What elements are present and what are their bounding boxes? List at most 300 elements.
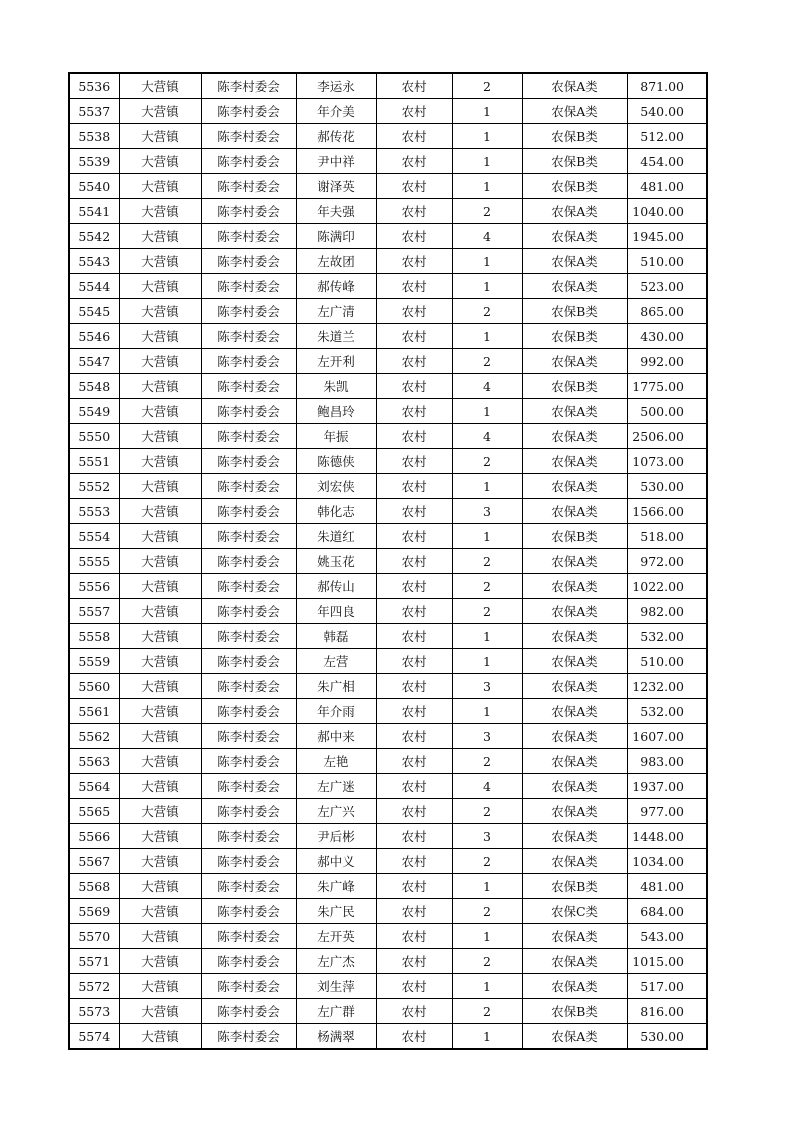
table-row — [69, 449, 707, 474]
town-cell: 大营镇 — [119, 249, 201, 274]
town-cell: 大营镇 — [119, 324, 201, 349]
table-row — [69, 274, 707, 299]
town-cell: 大营镇 — [119, 549, 201, 574]
household-size-cell: 1 — [452, 149, 522, 174]
roster-body — [69, 73, 707, 1049]
household-type-cell: 农村 — [376, 199, 452, 224]
amount-cell: 972.00 — [627, 549, 707, 574]
amount-cell: 512.00 — [627, 124, 707, 149]
table-row — [69, 399, 707, 424]
town-cell: 大营镇 — [119, 124, 201, 149]
household-size-cell: 1 — [452, 1024, 522, 1050]
amount-cell: 871.00 — [627, 73, 707, 99]
serial-number-cell: 5564 — [69, 774, 119, 799]
household-size-cell: 2 — [452, 999, 522, 1024]
recipient-name-cell: 郝中义 — [296, 849, 376, 874]
insurance-category-cell: 农保A类 — [522, 599, 627, 624]
recipient-name-cell: 年夫强 — [296, 199, 376, 224]
town-cell: 大营镇 — [119, 524, 201, 549]
village-committee-cell: 陈李村委会 — [201, 1024, 296, 1050]
insurance-category-cell: 农保A类 — [522, 349, 627, 374]
serial-number-cell: 5567 — [69, 849, 119, 874]
table-row — [69, 799, 707, 824]
insurance-category-cell: 农保A类 — [522, 499, 627, 524]
serial-number-cell: 5546 — [69, 324, 119, 349]
amount-cell: 510.00 — [627, 649, 707, 674]
town-cell: 大营镇 — [119, 299, 201, 324]
household-type-cell: 农村 — [376, 324, 452, 349]
recipient-name-cell: 年介美 — [296, 99, 376, 124]
household-size-cell: 1 — [452, 249, 522, 274]
household-type-cell: 农村 — [376, 149, 452, 174]
table-row — [69, 1024, 707, 1050]
serial-number-cell: 5552 — [69, 474, 119, 499]
household-type-cell: 农村 — [376, 674, 452, 699]
table-row — [69, 849, 707, 874]
amount-cell: 1937.00 — [627, 774, 707, 799]
household-type-cell: 农村 — [376, 549, 452, 574]
town-cell: 大营镇 — [119, 224, 201, 249]
household-type-cell: 农村 — [376, 399, 452, 424]
household-size-cell: 2 — [452, 199, 522, 224]
insurance-category-cell: 农保B类 — [522, 149, 627, 174]
serial-number-cell: 5541 — [69, 199, 119, 224]
village-committee-cell: 陈李村委会 — [201, 324, 296, 349]
recipient-name-cell: 郝中来 — [296, 724, 376, 749]
insurance-category-cell: 农保A类 — [522, 224, 627, 249]
household-type-cell: 农村 — [376, 749, 452, 774]
household-size-cell: 1 — [452, 874, 522, 899]
serial-number-cell: 5554 — [69, 524, 119, 549]
insurance-category-cell: 农保B类 — [522, 874, 627, 899]
recipient-name-cell: 刘宏侠 — [296, 474, 376, 499]
recipient-name-cell: 年介雨 — [296, 699, 376, 724]
table-row — [69, 624, 707, 649]
recipient-name-cell: 左故团 — [296, 249, 376, 274]
amount-cell: 2506.00 — [627, 424, 707, 449]
recipient-name-cell: 年振 — [296, 424, 376, 449]
serial-number-cell: 5558 — [69, 624, 119, 649]
table-row — [69, 749, 707, 774]
household-type-cell: 农村 — [376, 1024, 452, 1050]
insurance-category-cell: 农保A类 — [522, 99, 627, 124]
town-cell: 大营镇 — [119, 174, 201, 199]
town-cell: 大营镇 — [119, 424, 201, 449]
insurance-category-cell: 农保A类 — [522, 749, 627, 774]
insurance-category-cell: 农保A类 — [522, 774, 627, 799]
household-size-cell: 2 — [452, 73, 522, 99]
insurance-category-cell: 农保B类 — [522, 299, 627, 324]
table-row — [69, 699, 707, 724]
serial-number-cell: 5565 — [69, 799, 119, 824]
village-committee-cell: 陈李村委会 — [201, 449, 296, 474]
village-committee-cell: 陈李村委会 — [201, 724, 296, 749]
amount-cell: 977.00 — [627, 799, 707, 824]
village-committee-cell: 陈李村委会 — [201, 549, 296, 574]
serial-number-cell: 5568 — [69, 874, 119, 899]
household-type-cell: 农村 — [376, 499, 452, 524]
town-cell: 大营镇 — [119, 874, 201, 899]
household-size-cell: 3 — [452, 499, 522, 524]
town-cell: 大营镇 — [119, 1024, 201, 1050]
insurance-category-cell: 农保A类 — [522, 649, 627, 674]
household-type-cell: 农村 — [376, 599, 452, 624]
town-cell: 大营镇 — [119, 349, 201, 374]
assistance-roster-page — [68, 72, 706, 1050]
village-committee-cell: 陈李村委会 — [201, 73, 296, 99]
serial-number-cell: 5562 — [69, 724, 119, 749]
serial-number-cell: 5547 — [69, 349, 119, 374]
amount-cell: 1448.00 — [627, 824, 707, 849]
amount-cell: 481.00 — [627, 874, 707, 899]
amount-cell: 982.00 — [627, 599, 707, 624]
insurance-category-cell: 农保B类 — [522, 324, 627, 349]
recipient-name-cell: 朱道红 — [296, 524, 376, 549]
household-size-cell: 2 — [452, 949, 522, 974]
recipient-name-cell: 鲍昌玲 — [296, 399, 376, 424]
household-type-cell: 农村 — [376, 649, 452, 674]
recipient-name-cell: 朱广民 — [296, 899, 376, 924]
table-row — [69, 424, 707, 449]
insurance-category-cell: 农保B类 — [522, 999, 627, 1024]
household-type-cell: 农村 — [376, 73, 452, 99]
village-committee-cell: 陈李村委会 — [201, 824, 296, 849]
amount-cell: 530.00 — [627, 474, 707, 499]
table-row — [69, 174, 707, 199]
village-committee-cell: 陈李村委会 — [201, 249, 296, 274]
household-size-cell: 3 — [452, 724, 522, 749]
household-type-cell: 农村 — [376, 724, 452, 749]
town-cell: 大营镇 — [119, 499, 201, 524]
household-type-cell: 农村 — [376, 299, 452, 324]
amount-cell: 523.00 — [627, 274, 707, 299]
household-type-cell: 农村 — [376, 224, 452, 249]
serial-number-cell: 5543 — [69, 249, 119, 274]
household-size-cell: 1 — [452, 974, 522, 999]
household-type-cell: 农村 — [376, 874, 452, 899]
household-size-cell: 4 — [452, 224, 522, 249]
insurance-category-cell: 农保A类 — [522, 949, 627, 974]
household-size-cell: 4 — [452, 774, 522, 799]
household-size-cell: 2 — [452, 449, 522, 474]
household-size-cell: 2 — [452, 899, 522, 924]
household-type-cell: 农村 — [376, 374, 452, 399]
household-size-cell: 2 — [452, 749, 522, 774]
household-size-cell: 3 — [452, 674, 522, 699]
household-type-cell: 农村 — [376, 974, 452, 999]
village-committee-cell: 陈李村委会 — [201, 424, 296, 449]
insurance-category-cell: 农保A类 — [522, 924, 627, 949]
town-cell: 大营镇 — [119, 149, 201, 174]
serial-number-cell: 5566 — [69, 824, 119, 849]
household-type-cell: 农村 — [376, 124, 452, 149]
amount-cell: 500.00 — [627, 399, 707, 424]
household-type-cell: 农村 — [376, 949, 452, 974]
household-type-cell: 农村 — [376, 574, 452, 599]
serial-number-cell: 5559 — [69, 649, 119, 674]
household-type-cell: 农村 — [376, 924, 452, 949]
table-row — [69, 674, 707, 699]
amount-cell: 684.00 — [627, 899, 707, 924]
amount-cell: 532.00 — [627, 699, 707, 724]
table-row — [69, 974, 707, 999]
table-row — [69, 99, 707, 124]
village-committee-cell: 陈李村委会 — [201, 599, 296, 624]
table-row — [69, 949, 707, 974]
recipient-name-cell: 左广群 — [296, 999, 376, 1024]
village-committee-cell: 陈李村委会 — [201, 924, 296, 949]
village-committee-cell: 陈李村委会 — [201, 349, 296, 374]
insurance-category-cell: 农保B类 — [522, 524, 627, 549]
insurance-category-cell: 农保A类 — [522, 1024, 627, 1050]
household-size-cell: 1 — [452, 399, 522, 424]
household-size-cell: 2 — [452, 574, 522, 599]
household-size-cell: 1 — [452, 649, 522, 674]
serial-number-cell: 5537 — [69, 99, 119, 124]
village-committee-cell: 陈李村委会 — [201, 374, 296, 399]
village-committee-cell: 陈李村委会 — [201, 574, 296, 599]
insurance-category-cell: 农保A类 — [522, 849, 627, 874]
village-committee-cell: 陈李村委会 — [201, 849, 296, 874]
village-committee-cell: 陈李村委会 — [201, 799, 296, 824]
household-type-cell: 农村 — [376, 624, 452, 649]
town-cell: 大营镇 — [119, 824, 201, 849]
table-row — [69, 324, 707, 349]
household-type-cell: 农村 — [376, 849, 452, 874]
table-row — [69, 149, 707, 174]
table-row — [69, 999, 707, 1024]
table-row — [69, 349, 707, 374]
recipient-name-cell: 李运永 — [296, 73, 376, 99]
household-size-cell: 1 — [452, 699, 522, 724]
household-size-cell: 1 — [452, 324, 522, 349]
table-row — [69, 224, 707, 249]
household-type-cell: 农村 — [376, 474, 452, 499]
table-row — [69, 874, 707, 899]
household-size-cell: 1 — [452, 524, 522, 549]
town-cell: 大营镇 — [119, 899, 201, 924]
insurance-category-cell: 农保A类 — [522, 199, 627, 224]
household-type-cell: 农村 — [376, 349, 452, 374]
serial-number-cell: 5574 — [69, 1024, 119, 1050]
recipient-name-cell: 韩化志 — [296, 499, 376, 524]
table-row — [69, 574, 707, 599]
household-type-cell: 农村 — [376, 524, 452, 549]
recipient-name-cell: 郝传峰 — [296, 274, 376, 299]
village-committee-cell: 陈李村委会 — [201, 524, 296, 549]
table-row — [69, 924, 707, 949]
serial-number-cell: 5548 — [69, 374, 119, 399]
table-row — [69, 249, 707, 274]
insurance-category-cell: 农保A类 — [522, 624, 627, 649]
recipient-name-cell: 左广杰 — [296, 949, 376, 974]
town-cell: 大营镇 — [119, 99, 201, 124]
insurance-category-cell: 农保A类 — [522, 699, 627, 724]
serial-number-cell: 5569 — [69, 899, 119, 924]
insurance-category-cell: 农保A类 — [522, 274, 627, 299]
household-type-cell: 农村 — [376, 174, 452, 199]
amount-cell: 1607.00 — [627, 724, 707, 749]
amount-cell: 1034.00 — [627, 849, 707, 874]
village-committee-cell: 陈李村委会 — [201, 499, 296, 524]
recipient-name-cell: 左营 — [296, 649, 376, 674]
household-size-cell: 2 — [452, 299, 522, 324]
town-cell: 大营镇 — [119, 799, 201, 824]
table-row — [69, 374, 707, 399]
household-type-cell: 农村 — [376, 249, 452, 274]
amount-cell: 517.00 — [627, 974, 707, 999]
recipient-name-cell: 刘生萍 — [296, 974, 376, 999]
amount-cell: 865.00 — [627, 299, 707, 324]
recipient-name-cell: 姚玉花 — [296, 549, 376, 574]
insurance-category-cell: 农保A类 — [522, 73, 627, 99]
amount-cell: 1232.00 — [627, 674, 707, 699]
amount-cell: 532.00 — [627, 624, 707, 649]
town-cell: 大营镇 — [119, 974, 201, 999]
serial-number-cell: 5536 — [69, 73, 119, 99]
table-row — [69, 824, 707, 849]
insurance-category-cell: 农保A类 — [522, 424, 627, 449]
insurance-category-cell: 农保A类 — [522, 724, 627, 749]
town-cell: 大营镇 — [119, 73, 201, 99]
serial-number-cell: 5545 — [69, 299, 119, 324]
household-type-cell: 农村 — [376, 699, 452, 724]
serial-number-cell: 5538 — [69, 124, 119, 149]
village-committee-cell: 陈李村委会 — [201, 649, 296, 674]
amount-cell: 816.00 — [627, 999, 707, 1024]
insurance-category-cell: 农保A类 — [522, 399, 627, 424]
serial-number-cell: 5560 — [69, 674, 119, 699]
town-cell: 大营镇 — [119, 599, 201, 624]
household-size-cell: 1 — [452, 124, 522, 149]
insurance-category-cell: 农保A类 — [522, 674, 627, 699]
table-row — [69, 899, 707, 924]
town-cell: 大营镇 — [119, 399, 201, 424]
town-cell: 大营镇 — [119, 474, 201, 499]
serial-number-cell: 5544 — [69, 274, 119, 299]
recipient-name-cell: 郝传花 — [296, 124, 376, 149]
recipient-name-cell: 谢泽英 — [296, 174, 376, 199]
serial-number-cell: 5561 — [69, 699, 119, 724]
village-committee-cell: 陈李村委会 — [201, 149, 296, 174]
village-committee-cell: 陈李村委会 — [201, 749, 296, 774]
village-committee-cell: 陈李村委会 — [201, 224, 296, 249]
household-size-cell: 2 — [452, 799, 522, 824]
household-type-cell: 农村 — [376, 774, 452, 799]
recipient-name-cell: 年四良 — [296, 599, 376, 624]
town-cell: 大营镇 — [119, 774, 201, 799]
serial-number-cell: 5542 — [69, 224, 119, 249]
town-cell: 大营镇 — [119, 999, 201, 1024]
village-committee-cell: 陈李村委会 — [201, 274, 296, 299]
household-size-cell: 4 — [452, 424, 522, 449]
town-cell: 大营镇 — [119, 949, 201, 974]
recipient-name-cell: 郝传山 — [296, 574, 376, 599]
amount-cell: 530.00 — [627, 1024, 707, 1050]
village-committee-cell: 陈李村委会 — [201, 199, 296, 224]
household-size-cell: 4 — [452, 374, 522, 399]
household-size-cell: 1 — [452, 174, 522, 199]
table-row — [69, 299, 707, 324]
insurance-category-cell: 农保B类 — [522, 124, 627, 149]
town-cell: 大营镇 — [119, 374, 201, 399]
household-size-cell: 1 — [452, 924, 522, 949]
village-committee-cell: 陈李村委会 — [201, 899, 296, 924]
household-size-cell: 2 — [452, 349, 522, 374]
household-type-cell: 农村 — [376, 824, 452, 849]
table-row — [69, 474, 707, 499]
table-row — [69, 199, 707, 224]
village-committee-cell: 陈李村委会 — [201, 699, 296, 724]
amount-cell: 510.00 — [627, 249, 707, 274]
town-cell: 大营镇 — [119, 649, 201, 674]
amount-cell: 518.00 — [627, 524, 707, 549]
recipient-name-cell: 韩磊 — [296, 624, 376, 649]
village-committee-cell: 陈李村委会 — [201, 999, 296, 1024]
amount-cell: 1566.00 — [627, 499, 707, 524]
serial-number-cell: 5540 — [69, 174, 119, 199]
serial-number-cell: 5551 — [69, 449, 119, 474]
household-type-cell: 农村 — [376, 449, 452, 474]
town-cell: 大营镇 — [119, 674, 201, 699]
town-cell: 大营镇 — [119, 924, 201, 949]
household-size-cell: 3 — [452, 824, 522, 849]
recipient-name-cell: 左艳 — [296, 749, 376, 774]
recipient-name-cell: 朱凯 — [296, 374, 376, 399]
amount-cell: 1022.00 — [627, 574, 707, 599]
amount-cell: 1945.00 — [627, 224, 707, 249]
recipient-name-cell: 朱广峰 — [296, 874, 376, 899]
serial-number-cell: 5573 — [69, 999, 119, 1024]
amount-cell: 540.00 — [627, 99, 707, 124]
table-row — [69, 549, 707, 574]
town-cell: 大营镇 — [119, 699, 201, 724]
table-row — [69, 599, 707, 624]
insurance-category-cell: 农保B类 — [522, 374, 627, 399]
town-cell: 大营镇 — [119, 449, 201, 474]
amount-cell: 1073.00 — [627, 449, 707, 474]
amount-cell: 454.00 — [627, 149, 707, 174]
village-committee-cell: 陈李村委会 — [201, 874, 296, 899]
insurance-category-cell: 农保A类 — [522, 574, 627, 599]
recipient-name-cell: 左开英 — [296, 924, 376, 949]
amount-cell: 1040.00 — [627, 199, 707, 224]
serial-number-cell: 5571 — [69, 949, 119, 974]
town-cell: 大营镇 — [119, 199, 201, 224]
table-row — [69, 499, 707, 524]
serial-number-cell: 5572 — [69, 974, 119, 999]
recipient-name-cell: 尹中祥 — [296, 149, 376, 174]
insurance-category-cell: 农保A类 — [522, 474, 627, 499]
serial-number-cell: 5557 — [69, 599, 119, 624]
serial-number-cell: 5570 — [69, 924, 119, 949]
recipient-name-cell: 陈满印 — [296, 224, 376, 249]
table-row — [69, 524, 707, 549]
serial-number-cell: 5555 — [69, 549, 119, 574]
serial-number-cell: 5549 — [69, 399, 119, 424]
village-committee-cell: 陈李村委会 — [201, 174, 296, 199]
village-committee-cell: 陈李村委会 — [201, 99, 296, 124]
serial-number-cell: 5556 — [69, 574, 119, 599]
town-cell: 大营镇 — [119, 849, 201, 874]
village-committee-cell: 陈李村委会 — [201, 774, 296, 799]
village-committee-cell: 陈李村委会 — [201, 949, 296, 974]
insurance-category-cell: 农保A类 — [522, 824, 627, 849]
town-cell: 大营镇 — [119, 624, 201, 649]
insurance-category-cell: 农保B类 — [522, 174, 627, 199]
household-size-cell: 1 — [452, 624, 522, 649]
household-size-cell: 1 — [452, 474, 522, 499]
